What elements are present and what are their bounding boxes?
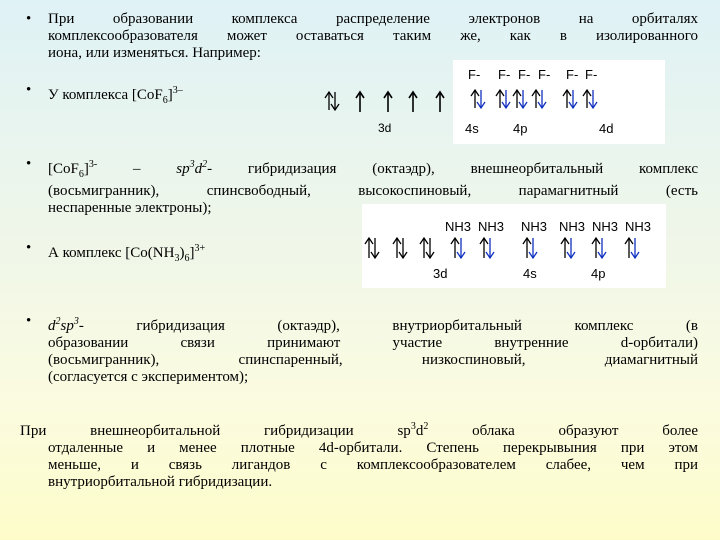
ligand-label: NH3 <box>559 219 586 234</box>
ligand-label: NH3 <box>625 219 652 234</box>
ligand-label: F- <box>538 67 551 82</box>
paragraph-conclusion <box>20 418 698 491</box>
ligand-label: F- <box>585 67 598 82</box>
bullet-3: • <box>26 156 32 172</box>
ligand-label: F- <box>468 67 481 82</box>
bullet-5: • <box>26 313 32 329</box>
conh3-desc-line-3: (восьмигранник), спинспаренный, низкоспиновый, диамагнитный <box>48 352 698 368</box>
ligand-label: F- <box>518 67 531 82</box>
ligand-label: NH3 <box>592 219 619 234</box>
paragraph-conh3-desc <box>48 313 698 386</box>
orbital-label-3d: 3d <box>433 266 448 281</box>
orbital-label-4s: 4s <box>523 266 537 281</box>
orbital-label-4d: 4d <box>599 121 614 136</box>
orbital-label-4s: 4s <box>465 121 479 136</box>
cof6-desc-line-2: (восьмигранник), спинсвободный, высокоспиновый, парамагнитный (есть <box>48 183 698 199</box>
ligand-label: F- <box>566 67 579 82</box>
bullet-1: • <box>26 11 32 27</box>
ligand-label: F- <box>498 67 511 82</box>
conh3-desc-line-2: образовании связи принимают участие внутренние d-орбитали) <box>48 335 698 351</box>
cof6-desc-line-1: $[CoF_6]^{3-} - sp^3d^2-$ гибридизация (октаэдр), внешнеорбитальный комплекс <box>48 159 698 180</box>
bullet-4: • <box>26 240 32 256</box>
conh3-desc-line-4: (согласуется с экспериментом); <box>48 369 249 385</box>
ligand-label: NH3 <box>478 219 505 234</box>
conh3-desc-line-1: $d^2sp^3-$ гибридизация (октаэдр), внутриорбитальный комплекс (в <box>48 316 698 334</box>
cof6-prefix: У комплекса $[CoF_6]^{3-}$ <box>48 85 183 106</box>
conclusion-line-4: внутриорбитальной гибридизации. <box>48 474 273 490</box>
intro-line-3: иона, или изменяться. Например: <box>48 45 261 61</box>
orbital-label-4p: 4p <box>513 121 528 136</box>
intro-line-2: комплексообразователя может оставаться таким же, как в изолированного <box>48 28 698 44</box>
conh3-arrows <box>365 238 639 258</box>
cof6-desc-line-3: неспаренные электроны); <box>48 200 212 216</box>
paragraph-conh3 <box>48 240 205 267</box>
conclusion-line-1: При внешнеорбитальной гибридизации $sp^3d^2$ облака образуют более <box>20 421 698 439</box>
bullet-2: • <box>26 82 32 98</box>
intro-line-1: При образовании комплекса распределение электронов на орбиталях <box>48 11 698 27</box>
conclusion-line-2: отдаленные и менее плотные 4d-орбитали. Степень перекрывыния при этом <box>48 440 698 456</box>
orbital-label-4p: 4p <box>591 266 606 281</box>
ligand-label: NH3 <box>445 219 472 234</box>
ligand-label: NH3 <box>521 219 548 234</box>
conclusion-line-3: меньше, и связь лигандов с комплексообразователем слабее, чем при <box>48 457 698 473</box>
orbital-label-3d: 3d <box>378 121 392 135</box>
conh3-title: А комплекс $[Co(NH_3)_6]^{3+}$ <box>48 243 206 264</box>
